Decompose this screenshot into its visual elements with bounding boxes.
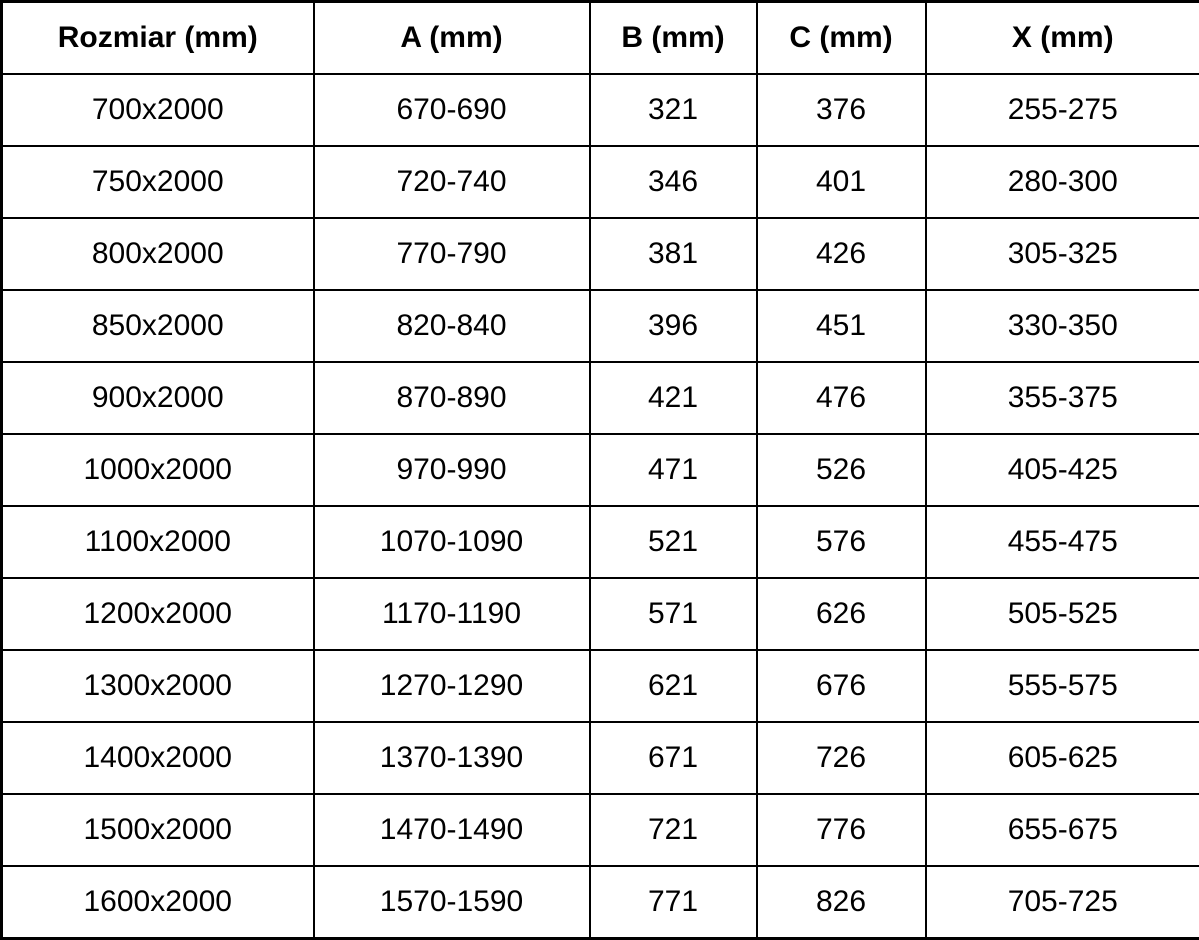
table-cell: 346 <box>590 146 757 218</box>
table-cell: 720-740 <box>314 146 590 218</box>
column-header-b: B (mm) <box>590 2 757 75</box>
table-row <box>2 506 1199 578</box>
table-cell: 750x2000 <box>2 146 314 218</box>
table-cell: 381 <box>590 218 757 290</box>
table-cell: 1170-1190 <box>314 578 590 650</box>
table-row <box>2 794 1199 866</box>
table-cell: 1100x2000 <box>2 506 314 578</box>
table-cell: 670-690 <box>314 74 590 146</box>
table-cell: 330-350 <box>926 290 1199 362</box>
table-cell: 521 <box>590 506 757 578</box>
table-cell: 621 <box>590 650 757 722</box>
table-cell: 476 <box>757 362 926 434</box>
table-cell: 626 <box>757 578 926 650</box>
table-cell: 1500x2000 <box>2 794 314 866</box>
table-cell: 1200x2000 <box>2 578 314 650</box>
table-cell: 605-625 <box>926 722 1199 794</box>
table-cell: 1270-1290 <box>314 650 590 722</box>
table-cell: 305-325 <box>926 218 1199 290</box>
table-cell: 555-575 <box>926 650 1199 722</box>
table-row <box>2 434 1199 506</box>
table-cell: 421 <box>590 362 757 434</box>
column-header-a: A (mm) <box>314 2 590 75</box>
table-row <box>2 290 1199 362</box>
table-cell: 401 <box>757 146 926 218</box>
table-cell: 850x2000 <box>2 290 314 362</box>
table-cell: 355-375 <box>926 362 1199 434</box>
table-cell: 676 <box>757 650 926 722</box>
table-cell: 800x2000 <box>2 218 314 290</box>
table-cell: 671 <box>590 722 757 794</box>
table-cell: 255-275 <box>926 74 1199 146</box>
table-cell: 396 <box>590 290 757 362</box>
table-cell: 526 <box>757 434 926 506</box>
table-cell: 1400x2000 <box>2 722 314 794</box>
table-cell: 771 <box>590 866 757 939</box>
table-row <box>2 650 1199 722</box>
table-cell: 576 <box>757 506 926 578</box>
table-cell: 405-425 <box>926 434 1199 506</box>
table-row <box>2 146 1199 218</box>
column-header-c: C (mm) <box>757 2 926 75</box>
table-cell: 726 <box>757 722 926 794</box>
table-cell: 571 <box>590 578 757 650</box>
table-cell: 376 <box>757 74 926 146</box>
column-header-rozmiar: Rozmiar (mm) <box>2 2 314 75</box>
table-cell: 900x2000 <box>2 362 314 434</box>
table-cell: 471 <box>590 434 757 506</box>
table-cell: 1070-1090 <box>314 506 590 578</box>
table-cell: 1300x2000 <box>2 650 314 722</box>
table-row <box>2 578 1199 650</box>
table-row <box>2 74 1199 146</box>
table-cell: 721 <box>590 794 757 866</box>
table-cell: 321 <box>590 74 757 146</box>
column-header-x: X (mm) <box>926 2 1199 75</box>
table-cell: 820-840 <box>314 290 590 362</box>
table-row <box>2 362 1199 434</box>
table-cell: 705-725 <box>926 866 1199 939</box>
table-cell: 700x2000 <box>2 74 314 146</box>
table-header-row <box>2 2 1199 75</box>
table-cell: 426 <box>757 218 926 290</box>
table-row <box>2 218 1199 290</box>
table-cell: 870-890 <box>314 362 590 434</box>
table-cell: 1600x2000 <box>2 866 314 939</box>
table-cell: 1000x2000 <box>2 434 314 506</box>
table-cell: 280-300 <box>926 146 1199 218</box>
table-cell: 826 <box>757 866 926 939</box>
table-row <box>2 722 1199 794</box>
table-cell: 1470-1490 <box>314 794 590 866</box>
table-cell: 770-790 <box>314 218 590 290</box>
table-cell: 655-675 <box>926 794 1199 866</box>
table-cell: 1370-1390 <box>314 722 590 794</box>
table-body <box>2 74 1199 939</box>
table-cell: 455-475 <box>926 506 1199 578</box>
table-row <box>2 866 1199 939</box>
table-cell: 776 <box>757 794 926 866</box>
table-cell: 970-990 <box>314 434 590 506</box>
table-cell: 1570-1590 <box>314 866 590 939</box>
table-cell: 505-525 <box>926 578 1199 650</box>
table-cell: 451 <box>757 290 926 362</box>
